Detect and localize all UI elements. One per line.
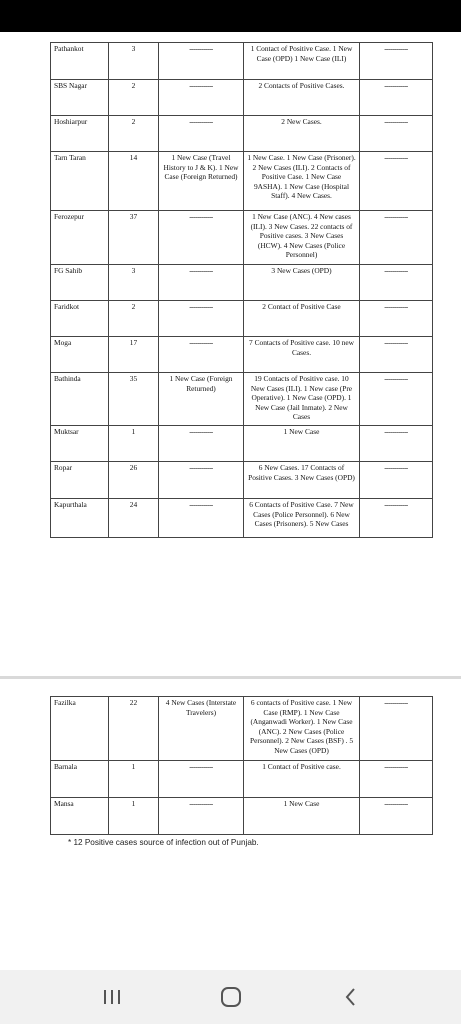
district-cell: FG Sahib [51, 265, 109, 301]
other-cell: ------------ [360, 301, 433, 337]
other-cell: ------------ [360, 211, 433, 265]
contacts-cell: 1 Contact of Positive Case. 1 New Case (OPD) 1 New Case (ILI) [244, 43, 360, 80]
other-cell: ------------ [360, 265, 433, 301]
table-row [51, 211, 433, 265]
table-row [51, 337, 433, 373]
home-icon[interactable] [218, 984, 244, 1010]
travel-history-cell: ------------ [159, 798, 244, 835]
case-count-cell: 1 [109, 426, 159, 462]
other-cell: ------------ [360, 798, 433, 835]
district-cases-table-page-1 [50, 42, 433, 538]
other-cell: ------------ [360, 761, 433, 798]
case-count-cell: 2 [109, 80, 159, 116]
district-cell: Fazilka [51, 697, 109, 761]
table-row [51, 426, 433, 462]
table-row [51, 373, 433, 426]
contacts-cell: 1 New Case [244, 798, 360, 835]
case-count-cell: 35 [109, 373, 159, 426]
other-cell: ------------ [360, 116, 433, 152]
case-count-cell: 2 [109, 301, 159, 337]
travel-history-cell: ------------ [159, 426, 244, 462]
contacts-cell: 1 Contact of Positive case. [244, 761, 360, 798]
travel-history-cell: ------------ [159, 499, 244, 538]
district-cell: Ropar [51, 462, 109, 499]
contacts-cell: 3 New Cases (OPD) [244, 265, 360, 301]
travel-history-cell: ------------ [159, 337, 244, 373]
travel-history-cell: ------------ [159, 116, 244, 152]
table-row [51, 116, 433, 152]
contacts-cell: 2 Contact of Positive Case [244, 301, 360, 337]
case-count-cell: 22 [109, 697, 159, 761]
footnote: * 12 Positive cases source of infection out of Punjab. [68, 838, 259, 847]
travel-history-cell: 1 New Case (Travel History to J & K). 1 New Case (Foreign Returned) [159, 152, 244, 211]
travel-history-cell: ------------ [159, 211, 244, 265]
table-row [51, 265, 433, 301]
contacts-cell: 6 contacts of Positive case. 1 New Case (RMP). 1 New Case (Anganwadi Worker). 1 New Case (ANC). 2 New Cases (Police Personnel). 2 New Cases (BSF) . 5 New Cases (OPD) [244, 697, 360, 761]
district-cell: Mansa [51, 798, 109, 835]
case-count-cell: 37 [109, 211, 159, 265]
navigation-bar [0, 970, 461, 1024]
travel-history-cell: ------------ [159, 265, 244, 301]
other-cell: ------------ [360, 80, 433, 116]
district-cell: Hoshiarpur [51, 116, 109, 152]
travel-history-cell: 4 New Cases (Interstate Travelers) [159, 697, 244, 761]
case-count-cell: 1 [109, 761, 159, 798]
travel-history-cell: ------------ [159, 43, 244, 80]
table-row [51, 761, 433, 798]
district-cell: Faridkot [51, 301, 109, 337]
contacts-cell: 2 Contacts of Positive Cases. [244, 80, 360, 116]
district-cell: Pathankot [51, 43, 109, 80]
status-bar [0, 0, 461, 32]
page-divider [0, 676, 461, 679]
other-cell: ------------ [360, 337, 433, 373]
other-cell: ------------ [360, 499, 433, 538]
contacts-cell: 1 New Case (ANC). 4 New cases (ILI). 3 New Cases. 22 contacts of Positive cases. 3 New Cases (HCW). 4 New Cases (Police Personnel) [244, 211, 360, 265]
table-row [51, 697, 433, 761]
contacts-cell: 6 New Cases. 17 Contacts of Positive Cases. 3 New Cases (OPD) [244, 462, 360, 499]
other-cell: ------------ [360, 373, 433, 426]
district-cell: Moga [51, 337, 109, 373]
district-cell: SBS Nagar [51, 80, 109, 116]
other-cell: ------------ [360, 697, 433, 761]
table-row [51, 301, 433, 337]
case-count-cell: 3 [109, 43, 159, 80]
district-cell: Tarn Taran [51, 152, 109, 211]
contacts-cell: 19 Contacts of Positive case. 10 New Cases (ILI). 1 New case (Pre Operative). 1 New Case (OPD). 1 New Case (Jail Inmate). 2 New Cases [244, 373, 360, 426]
district-cell: Muktsar [51, 426, 109, 462]
travel-history-cell: ------------ [159, 80, 244, 116]
contacts-cell: 1 New Case [244, 426, 360, 462]
table-row [51, 499, 433, 538]
table-row [51, 152, 433, 211]
case-count-cell: 14 [109, 152, 159, 211]
contacts-cell: 1 New Case. 1 New Case (Prisoner). 2 New Cases (ILI). 2 Contacts of Positive Case. 1 New Case 9ASHA). 1 New Case (Hospital Staff). 4 New Cases. [244, 152, 360, 211]
case-count-cell: 17 [109, 337, 159, 373]
table-row [51, 80, 433, 116]
table-row [51, 462, 433, 499]
district-cell: Kapurthala [51, 499, 109, 538]
district-cell: Ferozepur [51, 211, 109, 265]
travel-history-cell: 1 New Case (Foreign Returned) [159, 373, 244, 426]
contacts-cell: 6 Contacts of Positive Case. 7 New Cases (Police Personnel). 6 New Cases (Prisoners). 5 New Cases [244, 499, 360, 538]
district-cell: Bathinda [51, 373, 109, 426]
back-icon[interactable] [338, 984, 364, 1010]
travel-history-cell: ------------ [159, 301, 244, 337]
other-cell: ------------ [360, 152, 433, 211]
case-count-cell: 24 [109, 499, 159, 538]
other-cell: ------------ [360, 462, 433, 499]
district-cases-table-page-2 [50, 696, 433, 835]
case-count-cell: 1 [109, 798, 159, 835]
table-row [51, 43, 433, 80]
district-cell: Barnala [51, 761, 109, 798]
other-cell: ------------ [360, 43, 433, 80]
recent-apps-icon[interactable] [99, 984, 125, 1010]
travel-history-cell: ------------ [159, 761, 244, 798]
case-count-cell: 2 [109, 116, 159, 152]
travel-history-cell: ------------ [159, 462, 244, 499]
table-row [51, 798, 433, 835]
case-count-cell: 26 [109, 462, 159, 499]
case-count-cell: 3 [109, 265, 159, 301]
other-cell: ------------ [360, 426, 433, 462]
contacts-cell: 2 New Cases. [244, 116, 360, 152]
contacts-cell: 7 Contacts of Positive case. 10 new Cases. [244, 337, 360, 373]
